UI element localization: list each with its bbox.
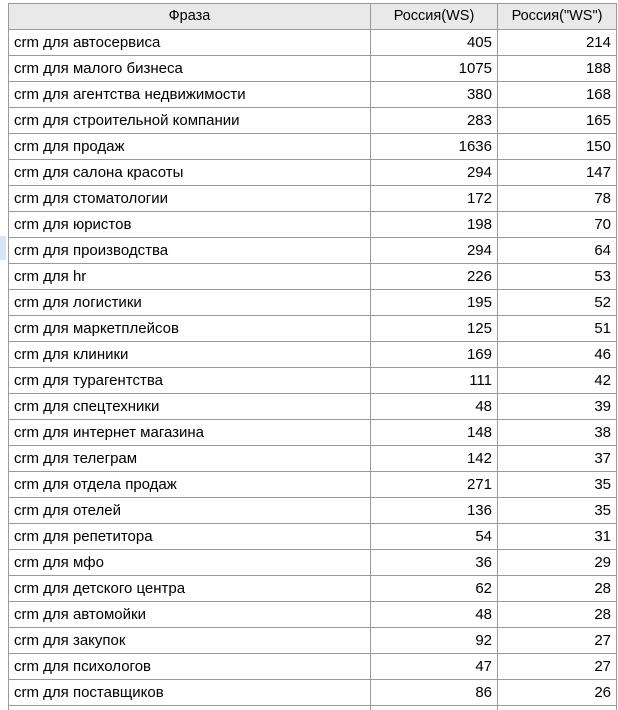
- table-row[interactable]: [9, 186, 617, 212]
- ws-cell[interactable]: 92: [371, 628, 498, 654]
- column-header-ws[interactable]: Россия(WS): [371, 4, 498, 30]
- column-header-phrase[interactable]: Фраза: [9, 4, 371, 30]
- ws-cell[interactable]: 283: [371, 108, 498, 134]
- exact-ws-cell[interactable]: 188: [498, 56, 617, 82]
- table-row[interactable]: [9, 30, 617, 56]
- table-row[interactable]: [9, 680, 617, 706]
- phrase-cell[interactable]: crm для агентства недвижимости: [9, 82, 371, 108]
- table-row[interactable]: [9, 264, 617, 290]
- ws-cell[interactable]: 48: [371, 394, 498, 420]
- table-row[interactable]: [9, 368, 617, 394]
- table-row[interactable]: [9, 654, 617, 680]
- ws-cell[interactable]: 169: [371, 342, 498, 368]
- exact-ws-cell[interactable]: 46: [498, 342, 617, 368]
- exact-ws-cell[interactable]: 78: [498, 186, 617, 212]
- table-row[interactable]: [9, 602, 617, 628]
- phrase-cell[interactable]: crm для автосервиса: [9, 30, 371, 56]
- exact-ws-cell[interactable]: 35: [498, 498, 617, 524]
- ws-cell[interactable]: 380: [371, 82, 498, 108]
- ws-cell[interactable]: 405: [371, 30, 498, 56]
- ws-cell[interactable]: 226: [371, 264, 498, 290]
- table-row[interactable]: [9, 238, 617, 264]
- table-row[interactable]: [9, 316, 617, 342]
- exact-ws-cell[interactable]: 150: [498, 134, 617, 160]
- table-row[interactable]: [9, 56, 617, 82]
- ws-cell[interactable]: 294: [371, 160, 498, 186]
- exact-ws-cell[interactable]: 165: [498, 108, 617, 134]
- left-gutter: [0, 0, 8, 708]
- ws-cell[interactable]: 62: [371, 576, 498, 602]
- exact-ws-cell[interactable]: 70: [498, 212, 617, 238]
- phrase-cell[interactable]: crm для продаж: [9, 134, 371, 160]
- ws-cell[interactable]: 294: [371, 238, 498, 264]
- ws-cell[interactable]: 54: [371, 524, 498, 550]
- table-row[interactable]: [9, 134, 617, 160]
- phrase-cell[interactable]: crm для производства: [9, 238, 371, 264]
- exact-ws-cell[interactable]: 31: [498, 524, 617, 550]
- table-row[interactable]: [9, 498, 617, 524]
- phrase-cell[interactable]: crm для интернет магазина: [9, 420, 371, 446]
- exact-ws-cell[interactable]: 37: [498, 446, 617, 472]
- header-row: [9, 4, 617, 30]
- table-row[interactable]: [9, 550, 617, 576]
- exact-ws-cell[interactable]: 64: [498, 238, 617, 264]
- exact-ws-cell[interactable]: 52: [498, 290, 617, 316]
- table-row[interactable]: [9, 212, 617, 238]
- ws-cell[interactable]: 195: [371, 290, 498, 316]
- ws-cell[interactable]: 86: [371, 680, 498, 706]
- phrase-cell[interactable]: crm для детского центра: [9, 576, 371, 602]
- ws-cell[interactable]: 148: [371, 420, 498, 446]
- phrase-cell[interactable]: crm для салона красоты: [9, 160, 371, 186]
- phrase-cell[interactable]: crm для репетитора: [9, 524, 371, 550]
- phrase-cell[interactable]: crm для мфо: [9, 550, 371, 576]
- ws-cell[interactable]: 48: [371, 602, 498, 628]
- table-row[interactable]: [9, 446, 617, 472]
- table-row[interactable]: [9, 108, 617, 134]
- table-row[interactable]: [9, 82, 617, 108]
- phrase-cell[interactable]: crm для отдела продаж: [9, 472, 371, 498]
- phrase-cell[interactable]: crm для турагентства: [9, 368, 371, 394]
- table-row[interactable]: [9, 394, 617, 420]
- column-header-exact-ws[interactable]: Россия("WS"): [498, 4, 617, 30]
- exact-ws-cell[interactable]: 28: [498, 602, 617, 628]
- exact-ws-cell[interactable]: 26: [498, 680, 617, 706]
- exact-ws-cell[interactable]: 168: [498, 82, 617, 108]
- phrase-cell[interactable]: crm для маркетплейсов: [9, 316, 371, 342]
- ws-cell[interactable]: 1075: [371, 56, 498, 82]
- ws-cell[interactable]: 271: [371, 472, 498, 498]
- table-row[interactable]: [9, 420, 617, 446]
- exact-ws-cell[interactable]: 53: [498, 264, 617, 290]
- table-row[interactable]: [9, 342, 617, 368]
- table-row[interactable]: [9, 628, 617, 654]
- exact-ws-cell[interactable]: 42: [498, 368, 617, 394]
- exact-ws-cell[interactable]: 27: [498, 654, 617, 680]
- table-row[interactable]: [9, 524, 617, 550]
- exact-ws-cell[interactable]: 39: [498, 394, 617, 420]
- exact-ws-cell[interactable]: 38: [498, 420, 617, 446]
- phrase-cell[interactable]: crm для спецтехники: [9, 394, 371, 420]
- ws-cell[interactable]: 47: [371, 654, 498, 680]
- ws-cell[interactable]: 111: [371, 368, 498, 394]
- phrase-cell[interactable]: crm для логистики: [9, 290, 371, 316]
- exact-ws-cell[interactable]: 147: [498, 160, 617, 186]
- phrase-cell[interactable]: crm для стоматологии: [9, 186, 371, 212]
- ws-cell[interactable]: 198: [371, 212, 498, 238]
- exact-ws-cell[interactable]: 214: [498, 30, 617, 56]
- exact-ws-cell[interactable]: 51: [498, 316, 617, 342]
- table-row[interactable]: [9, 472, 617, 498]
- ws-cell[interactable]: 142: [371, 446, 498, 472]
- table-row[interactable]: [9, 576, 617, 602]
- exact-ws-cell[interactable]: 27: [498, 628, 617, 654]
- exact-ws-cell[interactable]: 28: [498, 576, 617, 602]
- table-row[interactable]: [9, 290, 617, 316]
- phrase-cell[interactable]: crm для юристов: [9, 212, 371, 238]
- exact-ws-cell[interactable]: 29: [498, 550, 617, 576]
- keyword-table: [8, 3, 617, 710]
- exact-ws-cell[interactable]: 35: [498, 472, 617, 498]
- phrase-cell[interactable]: crm для клиники: [9, 342, 371, 368]
- phrase-cell[interactable]: crm для отелей: [9, 498, 371, 524]
- row-selection-marker: [0, 236, 6, 260]
- phrase-cell[interactable]: crm для hr: [9, 264, 371, 290]
- phrase-cell[interactable]: crm для строительной компании: [9, 108, 371, 134]
- ws-cell[interactable]: 172: [371, 186, 498, 212]
- table-row[interactable]: [9, 160, 617, 186]
- phrase-cell[interactable]: crm для малого бизнеса: [9, 56, 371, 82]
- ws-cell[interactable]: 36: [371, 550, 498, 576]
- phrase-cell[interactable]: crm для телеграм: [9, 446, 371, 472]
- phrase-cell[interactable]: crm для автомойки: [9, 602, 371, 628]
- phrase-cell[interactable]: crm для поставщиков: [9, 680, 371, 706]
- ws-cell[interactable]: 1636: [371, 134, 498, 160]
- ws-cell[interactable]: 125: [371, 316, 498, 342]
- phrase-cell[interactable]: crm для психологов: [9, 654, 371, 680]
- ws-cell[interactable]: 136: [371, 498, 498, 524]
- phrase-cell[interactable]: crm для закупок: [9, 628, 371, 654]
